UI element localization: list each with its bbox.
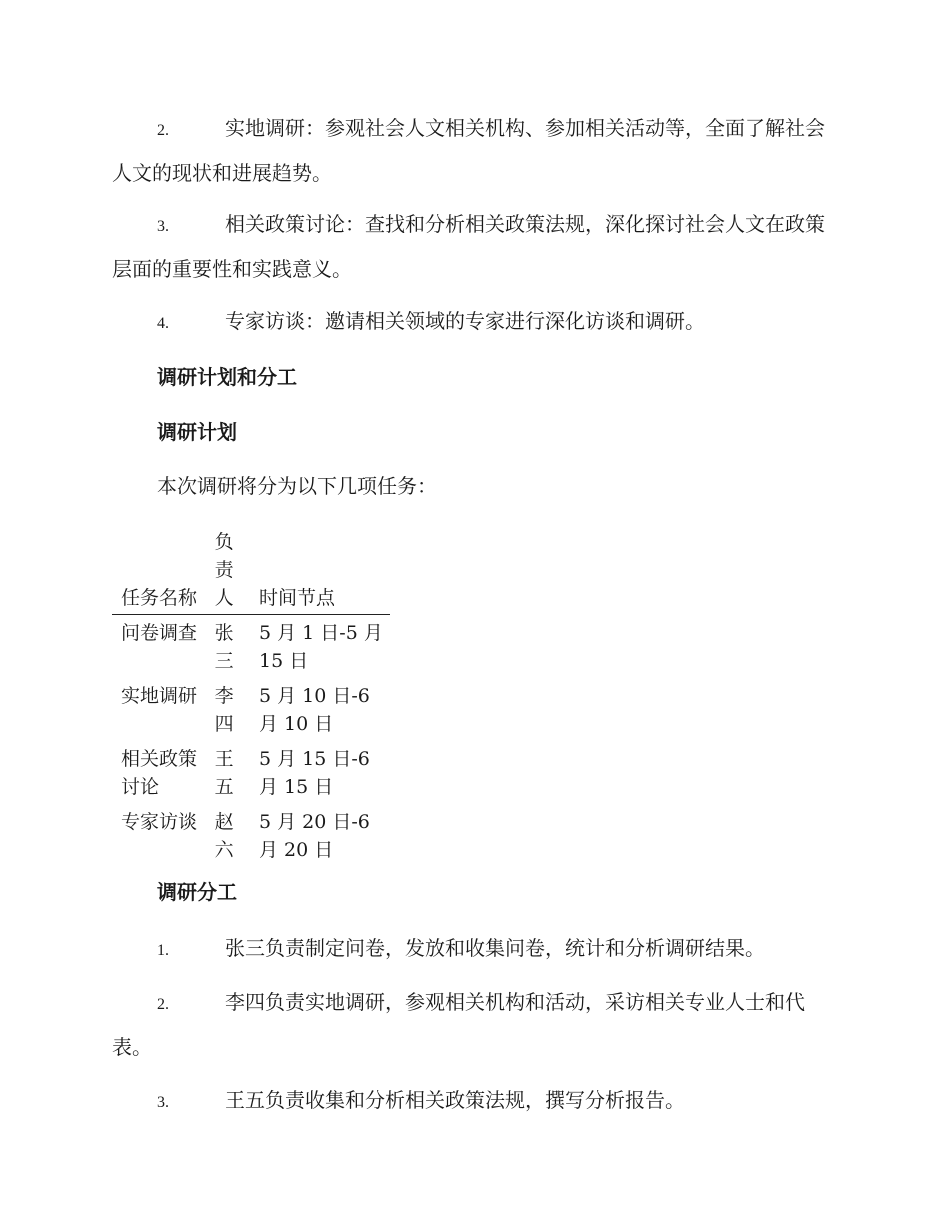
list-number: 2.	[157, 996, 169, 1013]
list-number: 4.	[157, 315, 169, 332]
cell-timeline: 5 月 10 日-6 月 10 日	[258, 685, 370, 735]
list-text: 相关政策讨论：查找和分析相关政策法规，深化探讨社会人文在政策层面的重要性和实践意义。	[112, 212, 825, 281]
cell-owner: 张三	[214, 622, 234, 672]
cell-timeline: 5 月 20 日-6 月 20 日	[258, 811, 370, 861]
header-timeline: 时间节点	[250, 528, 390, 615]
plan-intro: 本次调研将分为以下几项任务：	[157, 474, 437, 498]
section-heading: 调研计划和分工	[157, 365, 297, 389]
method-item-3	[112, 203, 837, 290]
cell-task: 专家访谈	[121, 811, 198, 833]
cell-task: 相关政策讨论	[121, 748, 198, 798]
list-number: 3.	[157, 1094, 169, 1111]
cell-task: 问卷调查	[121, 622, 198, 644]
list-number: 3.	[157, 218, 169, 235]
list-number: 2.	[157, 122, 169, 139]
cell-owner: 李四	[214, 685, 234, 735]
cell-timeline: 5 月 1 日-5 月 15 日	[258, 622, 383, 672]
plan-heading: 调研计划	[157, 420, 237, 444]
table-row	[112, 741, 390, 804]
header-task-name: 任务名称	[112, 528, 206, 615]
division-heading: 调研分工	[157, 880, 237, 904]
division-item-3	[112, 1079, 837, 1124]
list-text: 张三负责制定问卷，发放和收集问卷，统计和分析调研结果。	[225, 936, 765, 960]
table-header-row	[112, 528, 390, 615]
table-row	[112, 804, 390, 867]
list-text: 专家访谈：邀请相关领域的专家进行深化访谈和调研。	[225, 309, 705, 333]
division-item-1	[112, 927, 837, 972]
list-text: 王五负责收集和分析相关政策法规，撰写分析报告。	[225, 1088, 685, 1112]
method-item-4	[112, 300, 837, 345]
list-number: 1.	[157, 942, 169, 959]
task-table	[112, 528, 390, 867]
list-text: 实地调研：参观社会人文相关机构、参加相关活动等，全面了解社会人文的现状和进展趋势。	[112, 116, 825, 185]
header-owner: 负责人	[206, 528, 250, 615]
cell-task: 实地调研	[121, 685, 198, 707]
table-row	[112, 678, 390, 741]
division-item-2	[112, 981, 837, 1068]
cell-timeline: 5 月 15 日-6 月 15 日	[258, 748, 370, 798]
table-row	[112, 615, 390, 679]
cell-owner: 王五	[214, 748, 234, 798]
list-text: 李四负责实地调研，参观相关机构和活动，采访相关专业人士和代表。	[112, 990, 805, 1059]
cell-owner: 赵六	[214, 811, 234, 861]
method-item-2	[112, 107, 837, 194]
